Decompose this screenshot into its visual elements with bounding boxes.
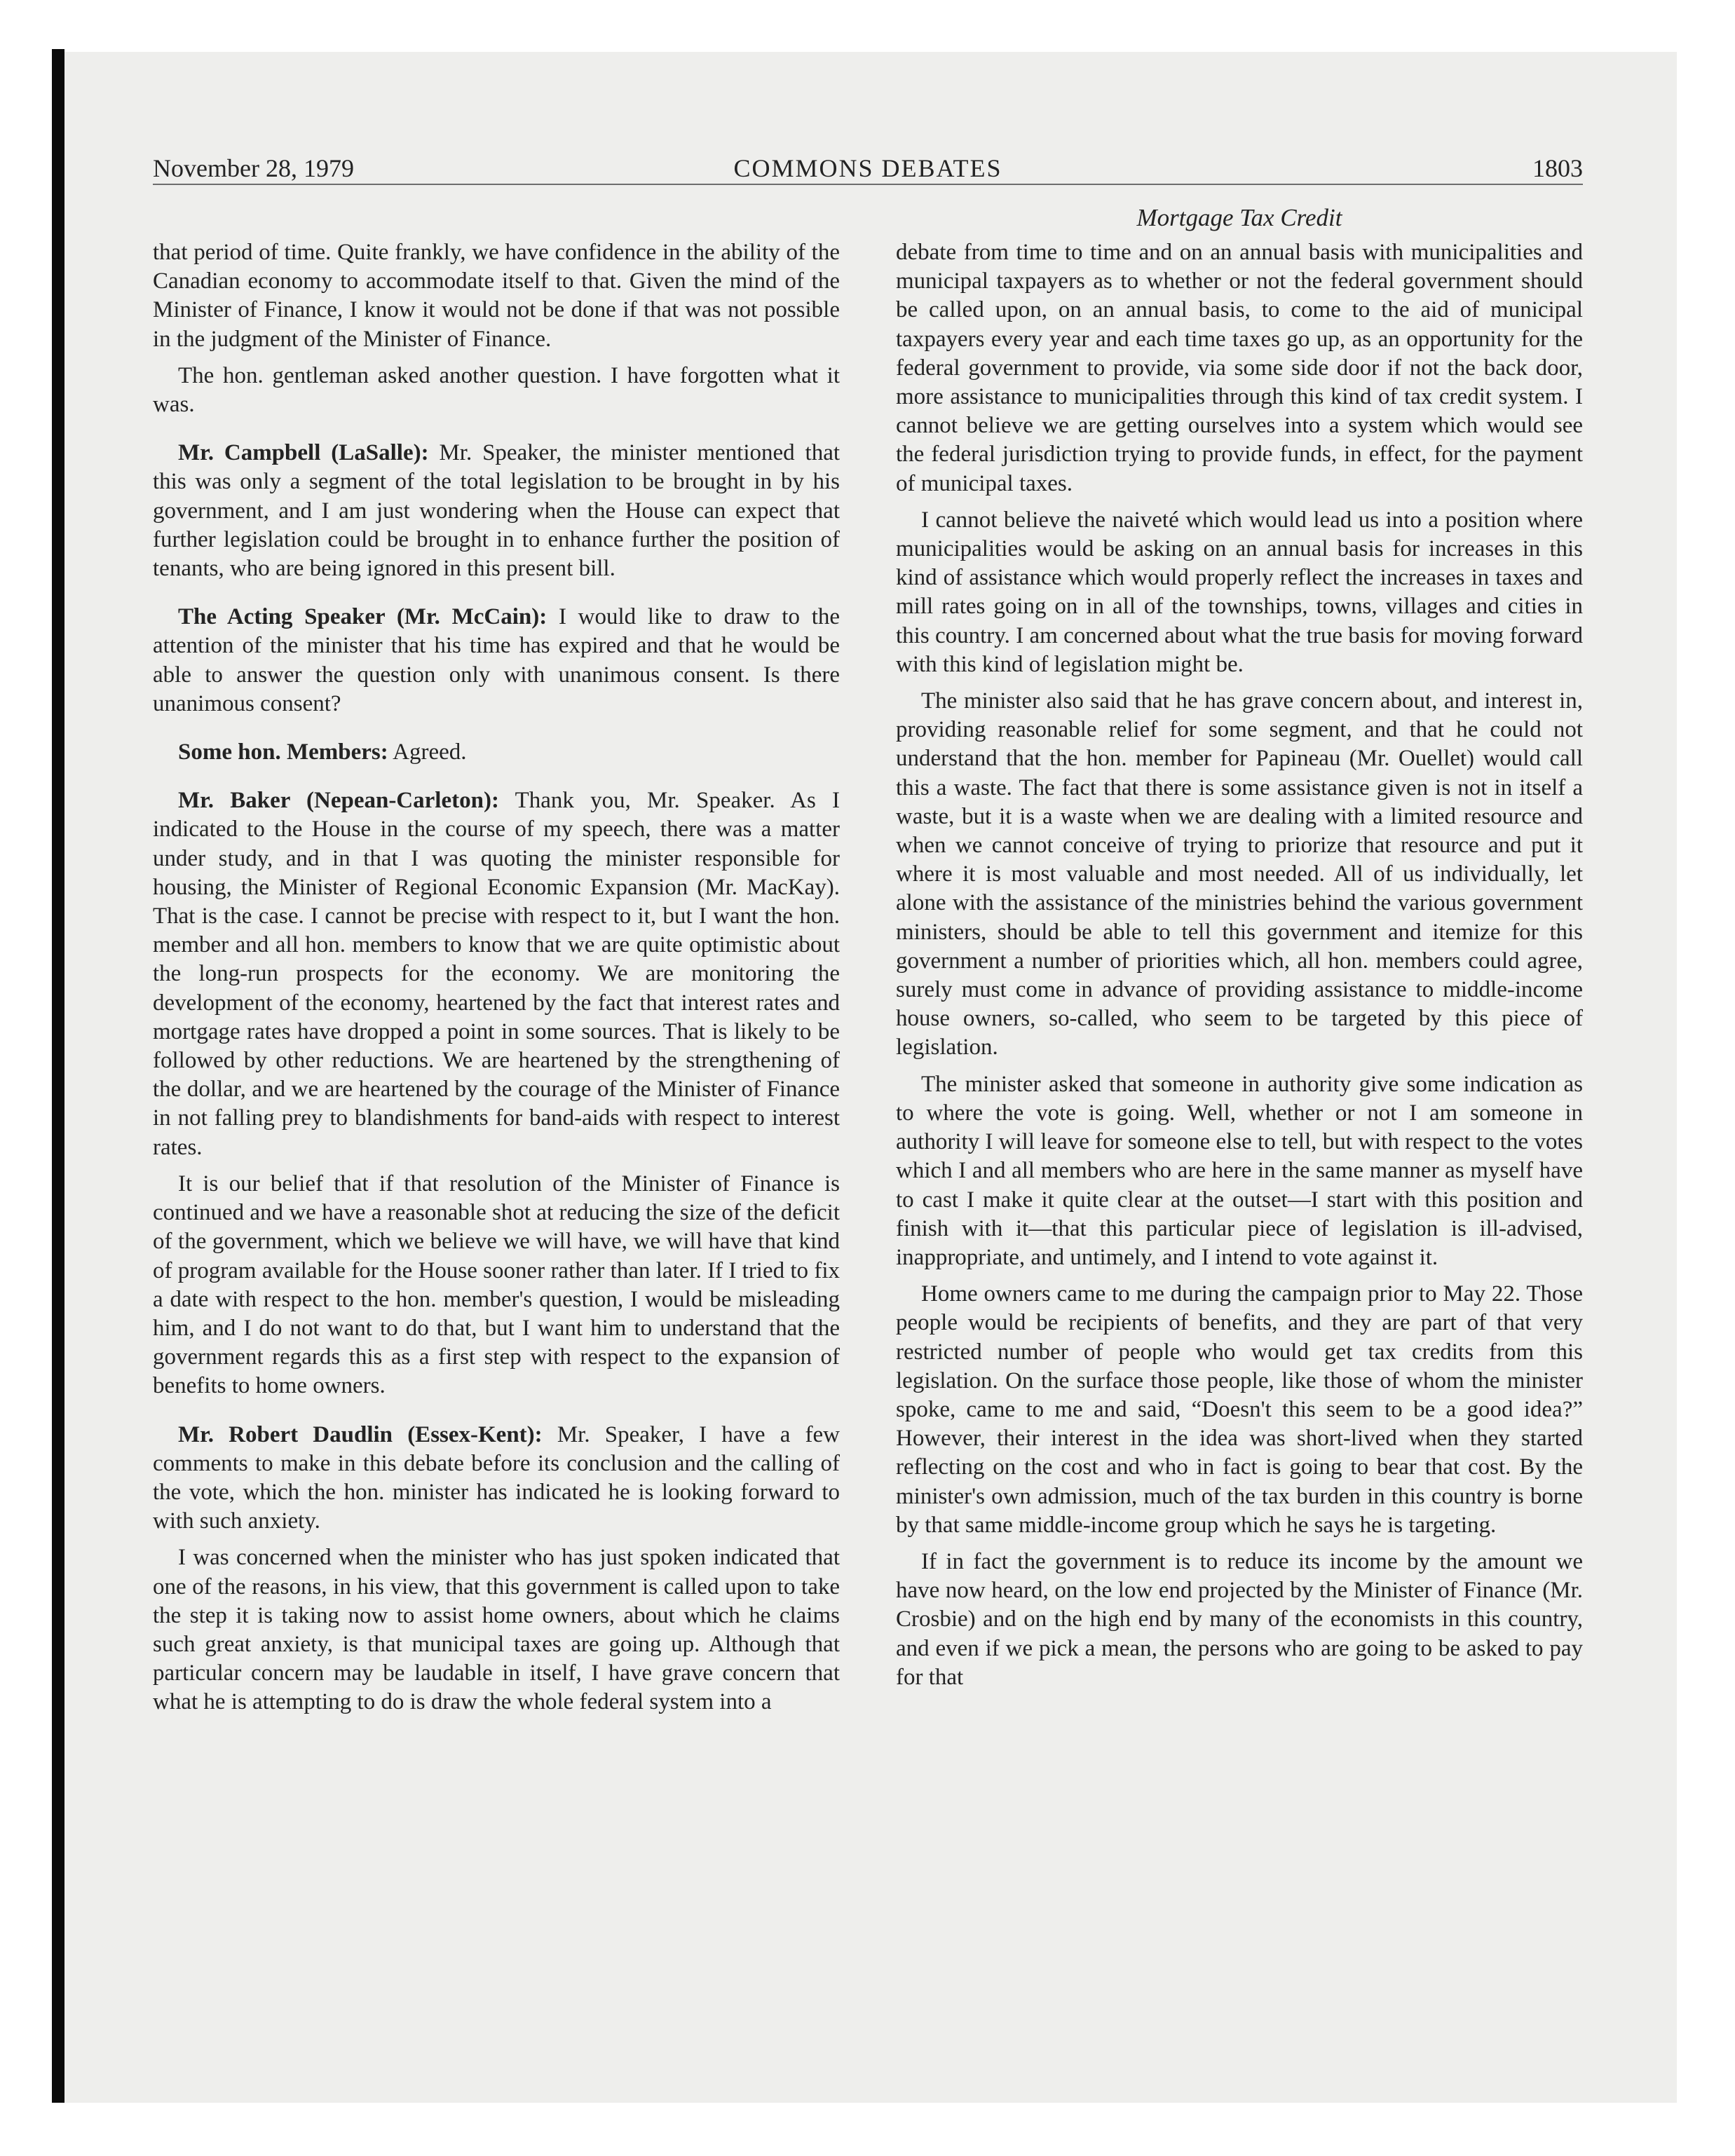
speech-text: Mr. Speaker, I have a few comments to make in this debate before its conclusion and the calling of the vote, which the hon. minister has indicated he is looking forward to with such anxiety. <box>153 1421 841 1534</box>
speech-paragraph <box>153 439 840 583</box>
speaker-name: Mr. Robert Daudlin (Essex-Kent): <box>178 1421 543 1447</box>
speech-text: I would like to draw to the attention of the minister that his time has expired and that he would be able to answer the question only with unanimous consent. Is there unanimous consent? <box>153 604 841 716</box>
page-header <box>153 149 1583 188</box>
speech-paragraph <box>153 786 840 1162</box>
running-head: Mortgage Tax Credit <box>1136 204 1342 231</box>
paragraph: If in fact the government is to reduce its income by the amount we have now heard, on the low end projected by the Minister of Finance (Mr. Crosbie) and on the high end by many of the economists in this country, and even if we pick a mean, the persons who are going to be asked to pay for that <box>896 1548 1583 1690</box>
left-column <box>153 238 840 1725</box>
paragraph: It is our belief that if that resolution of the Minister of Finance is continued and we have a reasonable shot at reducing the size of the deficit of the government, which we believe we will have, we will have that kind of program available for the House sooner rather than later. If I tried to fix a date with respect to the hon. member's question, I would be misleading him, and I do not want to do that, but I want him to understand that the government regards this as a first step with respect to the expansion of benefits to home owners. <box>153 1171 840 1399</box>
scan-edge-shadow <box>52 49 64 2103</box>
speaker-name: The Acting Speaker (Mr. McCain): <box>178 604 547 630</box>
document-page <box>153 0 1583 2156</box>
speech-text: Agreed. <box>393 739 467 765</box>
speech-paragraph <box>153 1421 840 1536</box>
paragraph: that period of time. Quite frankly, we have confidence in the ability of the Canadian economy to accommodate itself to that. Given the mind of the Minister of Finance, I know it would not be done if that was not possible in the judgment of the Minister of Finance. <box>153 240 840 352</box>
paragraph: I was concerned when the minister who has just spoken indicated that one of the reasons, in his view, that this government is called upon to take the step it is taking now to assist home owners, about which he claims such great anxiety, is that municipal taxes are going up. Although that particular concern may be laudable in itself, I have grave concern that what he is attempting to do is draw the whole federal system into a <box>153 1545 840 1715</box>
paragraph: The minister also said that he has grave concern about, and interest in, providing reasonable relief for some segment, and that he could not understand that the hon. member for Papineau (Mr. Ouellet) would call this a waste. The fact that there is some assistance given is not in itself a waste, but it is a waste when we are dealing with a limited resource and when we cannot conceive of trying to priorize that resource and put it where it is most valuable and most needed. All of us individually, let alone with the assistance of the ministries behind the various government ministers, should be able to tell this government and itemize for this government a number of priorities which, all hon. members could agree, surely must come in advance of providing assistance to middle-income house owners, so-called, who seem to be targeted by this piece of legislation. <box>896 688 1583 1060</box>
speech-paragraph <box>153 738 840 767</box>
speaker-name: Mr. Campbell (LaSalle): <box>178 440 429 466</box>
paragraph: I cannot believe the naiveté which would lead us into a position where municipalities would be asking on an annual basis for increases in this kind of assistance which would properly reflect the increases in taxes and mill rates going on in all of the townships, towns, villages and cities in this country. I am concerned about what the true basis for moving forward with this kind of legislation might be. <box>896 507 1583 677</box>
paragraph: debate from time to time and on an annual basis with municipalities and municipal taxpayers as to whether or not the federal government should be called upon, on an annual basis, to come to the aid of municipal taxpayers every year and each time taxes go up, as an opportunity for the federal government to provide, via some side door if not the back door, more assistance to municipalities through this kind of tax credit system. I cannot believe we are getting ourselves into a system which would see the federal jurisdiction trying to provide funds, in effect, for the payment of municipal taxes. <box>896 240 1583 496</box>
speech-text: Mr. Speaker, the minister mentioned that this was only a segment of the total legislation to be brought in by his government, and I am just wondering when the House can expect that further legislation could be brought in to enhance further the position of tenants, who are being ignored in this present bill. <box>153 440 841 582</box>
header-rule <box>153 184 1583 185</box>
header-title: COMMONS DEBATES <box>733 154 1002 182</box>
paragraph: Home owners came to me during the campaign prior to May 22. Those people would be recipients of benefits, and they are part of that very restricted number of people who would get tax credits from this legislation. On the surface those people, like those of whom the minister spoke, came to me and said, “Doesn't this seem to be a good idea?” However, their interest in the idea was short-lived when they started reflecting on the cost and who in fact is going to bear that cost. By the minister's own admission, much of the tax burden in this country is borne by that same middle-income group which he says he is targeting. <box>896 1281 1583 1538</box>
speech-text: Thank you, Mr. Speaker. As I indicated to the House in the course of my speech, there was a matter under study, and in that I was quoting the minister responsible for housing, the Minister of Regional Economic Expansion (Mr. MacKay). That is the case. I cannot be precise with respect to it, but I want the hon. member and all hon. members to know that we are quite optimistic about the long-run prospects for the economy. We are monitoring the development of the economy, heartened by the fact that interest rates and mortgage rates have dropped a point in some sources. That is likely to be followed by other reductions. We are heartened by the strengthening of the dollar, and we are heartened by the courage of the Minister of Finance in not falling prey to blandishments for band-aids with respect to interest rates. <box>153 788 840 1160</box>
paragraph: The minister asked that someone in authority give some indication as to where the vote is going. Well, whether or not I am someone in authority I will leave for someone else to tell, but with respect to the votes which I and all members who are here in the same manner as myself have to cast I make it quite clear at the outset—I start with this position and finish with it—that this particular piece of legislation is ill-advised, inappropriate, and untimely, and I intend to vote against it. <box>896 1071 1583 1270</box>
right-column <box>896 203 1583 1700</box>
speaker-name: Mr. Baker (Nepean-Carleton): <box>178 788 499 814</box>
paragraph: The hon. gentleman asked another question. I have forgotten what it was. <box>153 362 840 418</box>
header-date: November 28, 1979 <box>153 154 354 182</box>
speaker-name: Some hon. Members: <box>178 739 388 765</box>
speech-paragraph <box>153 603 840 718</box>
page-number: 1803 <box>1532 154 1583 182</box>
